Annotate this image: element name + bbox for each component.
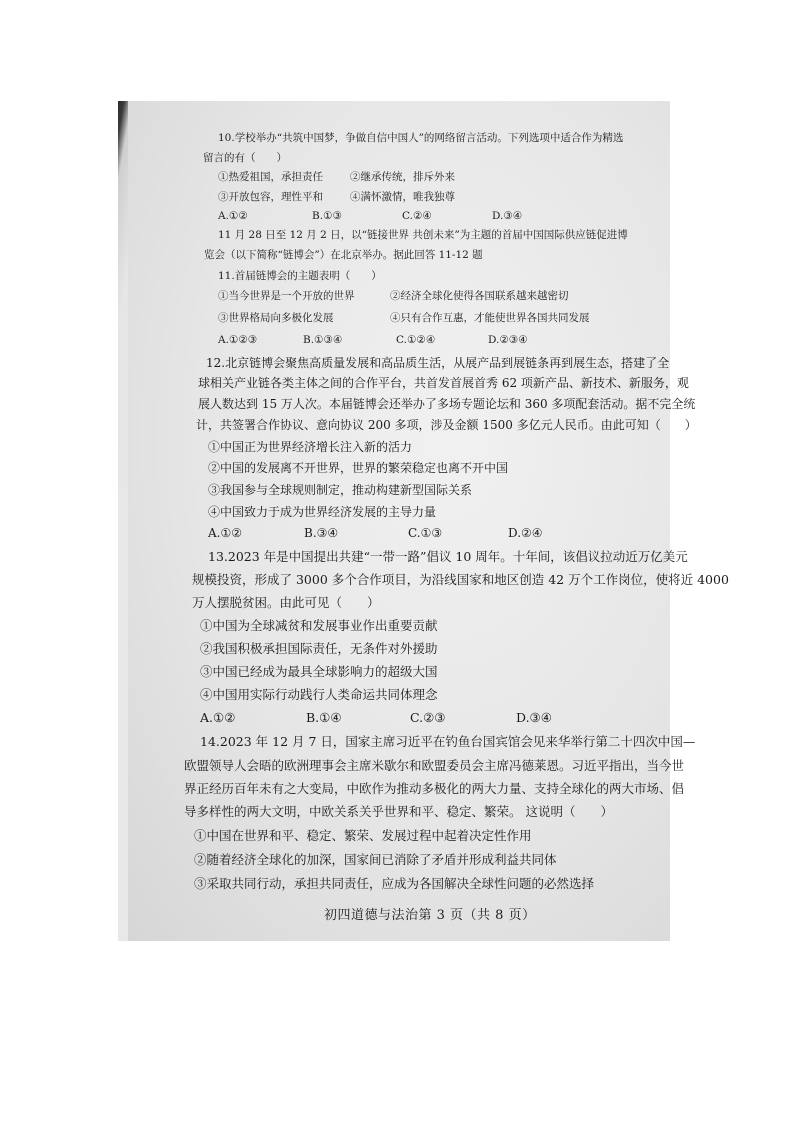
- q13-choice-c: C.②③: [410, 710, 446, 725]
- q10-option-3: ③开放包容，理性平和: [218, 191, 323, 203]
- q12-stem-line-2: 球相关产业链各类主体之间的合作平台，共首发首展首秀 62 项新产品、新技术、新服务，观: [198, 376, 689, 390]
- q14-stem-line-3: 界正经历百年未有之大变局，中欧作为推动多极化的两大力量、支持全球化的两大市场、倡: [184, 781, 685, 796]
- page-footer: 初四道德与法治第 3 页（共 8 页）: [324, 908, 536, 923]
- q12-option-3: ③我国参与全球规则制定，推动构建新型国际关系: [208, 483, 473, 497]
- q10-option-1: ①热爱祖国，承担责任: [218, 171, 323, 183]
- q10-choice-b: B.①③: [312, 210, 342, 222]
- q14-stem-line-4: 导多样性的两大文明，中欧关系关乎世界和平、稳定、繁荣。 这说明（ ）: [184, 804, 613, 819]
- q10-option-2: ②继承传统，排斥外来: [350, 171, 455, 183]
- q11-choice-c: C.①②④: [396, 334, 436, 346]
- q12-choice-c: C.①③: [408, 526, 443, 540]
- intro-line-2: 览会（以下简称“链博会”）在北京举办。据此回答 11-12 题: [204, 249, 483, 261]
- intro-line-1: 11 月 28 日至 12 月 2 日，以“链接世界 共创未来”为主题的首届中国国际供应链促进博: [218, 229, 628, 241]
- q13-option-2: ②我国积极承担国际责任，无条件对外援助: [200, 641, 438, 656]
- q14-stem-line-1: 14.2023 年 12 月 7 日，国家主席习近平在钓鱼台国宾馆会见来华举行第二十四次中国—: [200, 734, 696, 749]
- q13-choice-d: D.③④: [516, 710, 552, 725]
- q13-stem-line-3: 万人摆脱贫困。由此可见（ ）: [192, 595, 380, 610]
- q10-option-4: ④满怀激情，唯我独尊: [350, 191, 455, 203]
- q12-stem-line-4: 计，共签署合作协议、意向协议 200 多项，涉及金额 1500 多亿元人民币。由此可知（ ）: [196, 418, 697, 432]
- q11-choice-b: B.①③④: [303, 334, 343, 346]
- q12-choice-b: B.③④: [304, 526, 339, 540]
- exam-sheet: [128, 101, 729, 941]
- q10-choice-c: C.②④: [402, 210, 432, 222]
- q13-stem-line-2: 规模投资，形成了 3000 多个合作项目，为沿线国家和地区创造 42 万个工作岗位，使将近 4000: [192, 572, 729, 587]
- q11-option-3: ③世界格局向多极化发展: [218, 312, 334, 324]
- q12-choice-a: A.①②: [208, 526, 242, 540]
- exam-page-photo: [118, 101, 729, 941]
- q12-choice-d: D.②④: [508, 526, 543, 540]
- q11-choice-a: A.①②③: [218, 334, 258, 346]
- q10-choice-a: A.①②: [218, 210, 248, 222]
- q12-stem-line-1: 12.北京链博会聚焦高质量发展和高品质生活，从展产品到展链条再到展生态，搭建了全: [206, 356, 670, 370]
- q11-stem: 11.首届链博会的主题表明（ ）: [218, 270, 382, 282]
- q13-option-1: ①中国为全球减贫和发展事业作出重要贡献: [200, 618, 438, 633]
- q13-choice-b: B.①④: [306, 710, 342, 725]
- q11-option-1: ①当今世界是一个开放的世界: [218, 290, 355, 302]
- q13-choice-a: A.①②: [200, 710, 236, 725]
- q13-stem-line-1: 13.2023 年是中国提出共建“一带一路”倡议 10 周年。十年间，该倡议拉动近万亿美元: [208, 549, 688, 564]
- q11-option-4: ④只有合作互惠，才能使世界各国共同发展: [390, 312, 590, 324]
- q10-choice-d: D.③④: [492, 210, 523, 222]
- q14-option-2: ②随着经济全球化的加深，国家间已消除了矛盾并形成利益共同体: [194, 852, 557, 867]
- q11-choice-d: D.②③④: [488, 334, 528, 346]
- q11-option-2: ②经济全球化使得各国联系越来越密切: [390, 290, 569, 302]
- q10-stem-line-1: 10.学校举办“共筑中国梦，争做自信中国人”的网络留言活动。下列选项中适合作为精选: [218, 132, 624, 144]
- q13-option-4: ④中国用实际行动践行人类命运共同体理念: [200, 687, 438, 702]
- q14-option-3: ③采取共同行动，承担共同责任，应成为各国解决全球性问题的必然选择: [194, 876, 595, 891]
- q14-option-1: ①中国在世界和平、稳定、繁荣、发展过程中起着决定性作用: [194, 828, 532, 843]
- q12-option-4: ④中国致力于成为世界经济发展的主导力量: [208, 505, 437, 519]
- q12-stem-line-3: 展人数达到 15 万人次。本届链博会还举办了多场专题论坛和 360 多项配套活动。据不完全统: [198, 397, 696, 411]
- q13-option-3: ③中国已经成为最具全球影响力的超级大国: [200, 664, 438, 679]
- q12-option-1: ①中国正为世界经济增长注入新的活力: [208, 440, 413, 454]
- q10-stem-line-2: 留言的有（ ）: [203, 152, 287, 164]
- q14-stem-line-2: 欧盟领导人会晤的欧洲理事会主席米歇尔和欧盟委员会主席冯德莱恩。习近平指出，当今世: [184, 758, 685, 773]
- q12-option-2: ②中国的发展离不开世界，世界的繁荣稳定也离不开中国: [208, 461, 509, 475]
